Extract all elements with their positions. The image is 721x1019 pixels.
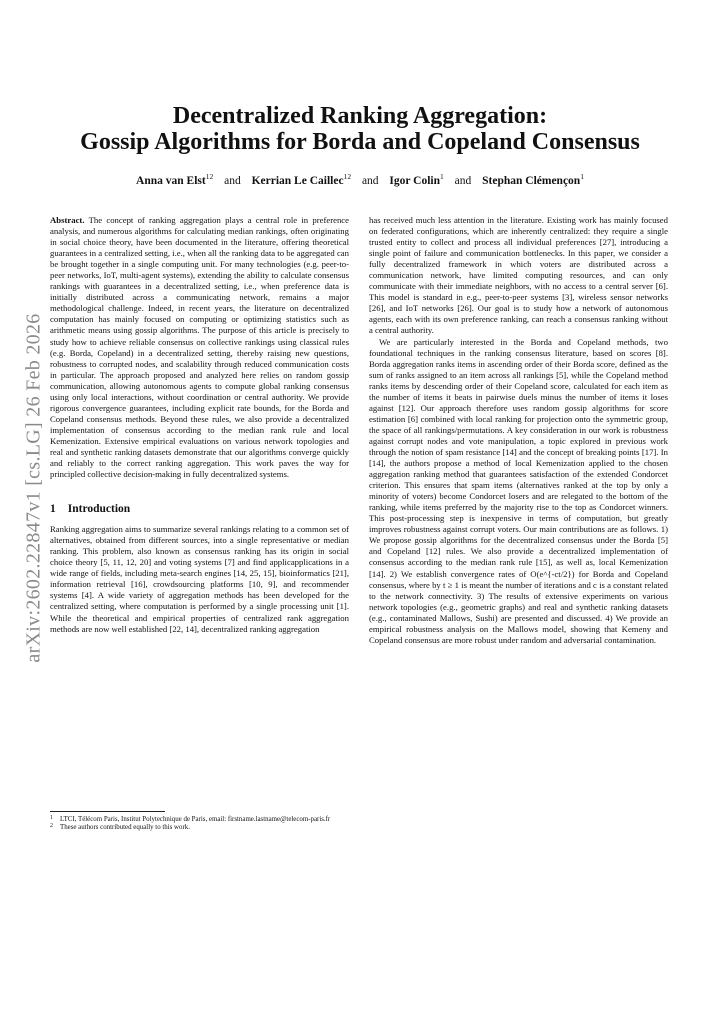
author-affiliation-marks: 1 (580, 172, 584, 182)
section-title: Introduction (67, 503, 131, 516)
footnote-mark: 1 (50, 815, 53, 821)
footnote-rule (50, 811, 165, 812)
author-affiliation-marks: 1 (440, 172, 444, 182)
paper-title (60, 103, 660, 155)
footnote-text: LTCI, Télécom Paris, Institut Polytechnique de Paris, email: firstname.lastname@telecom-paris.fr (60, 816, 331, 823)
arxiv-identifier-text: arXiv:2602.22847v1 [cs.LG] 26 Feb 2026 (22, 313, 45, 663)
author-name: Anna van Elst (136, 175, 206, 187)
title-line-2: Gossip Algorithms for Borda and Copeland Consensus (80, 129, 640, 155)
introduction-paragraph-2: We are particularly interested in the Borda and Copeland methods, two foundational techniques in the ranking consensus literature, based on scores [8]. Borda aggregation ranks items in ascending order of their Borda score, defined as the sum of ranks assigned to an item across all rankings [5], while the Copeland method ranks items by descending order of their Copeland score, calculated for each item as the number of items it beats in pairwise duels minus the number of items it loses against [12]. Our approach therefore uses random gossip algorithms for score estimation [6] combined with local ranking for projection onto the symmetric group, the space of all rankings/permutations. A key consideration in our work is robustness against corrupt nodes and vote manipulation, a topic explored in previous work through the notion of spam resistance [14] and the concept of breaking points [17]. In [14], the authors propose a method of local Kemenization applied to the chosen aggregation ranking method that guarantees satisfaction of the extended Condorcet criterion. This ensures that spam items (alternatives ranked at the top by only a minority of voters) become Condorcet losers and are relegated to the bottom of the ranking, while items preferred by the majority rise to the top as Condorcet winners. This post-processing step is inexpensive in terms of computation, but greatly improves robustness against corrupt voters. Our main contributions are as follows. 1) We propose gossip algorithms for the decentralized consensus under the Borda [5] and Copeland [12] rules. We also provide a decentralized implementation of consensus according to the median rank rule [15], as well as, local Kemenization [14]. 2) We establish convergence rates of O(e^{-ct/2}) for Borda and Copeland consensus, where by t ≥ 1 is meant the number of iterations and c is a constant related to the network connectivity. 3) The results of extensive experiments on various network topologies (e.g., geometric graphs) and real and synthetic ranking datasets (e.g., contaminated Mallows, Sushi) are presented and discussed. 4) We provide an empirical robustness analysis on the Mallows model, showing that Kemeny and Copeland consensus are more robust under random and adversarial contamination. (369, 336, 668, 645)
footnote-1 (50, 816, 349, 824)
title-line-1: Decentralized Ranking Aggregation: (172, 103, 548, 129)
introduction-paragraph-1-continued: has received much less attention in the literature. Existing work has mainly focused on federated configurations, which are inherently centralized: they require a single trusted entity to collect and process all individual preferences [27], introducing a single point of failure and communication bottlenecks. In this paper, we consider a fully decentralized framework in which voters are distributed across a communication network, have limited computing resources, and can only communicate with their immediate neighbors, with no access to a central server [6]. This model is standard in e.g., peer-to-peer systems [3], wireless sensor networks [26], and IoT networks [26]. Our goal is to study how a network of autonomous agents, each with its own preference ranking, can reach a consensus ranking without a central authority. (369, 215, 668, 336)
section-heading-introduction (50, 502, 349, 516)
section-number: 1 (50, 503, 56, 516)
author-conjunction: and (361, 175, 379, 187)
left-column (50, 215, 349, 635)
right-column (369, 215, 668, 646)
author-conjunction: and (224, 175, 241, 187)
footnote-text: These authors contributed equally to this work. (60, 824, 190, 832)
author-name: Igor Colin (389, 175, 441, 187)
author-affiliation-marks: 12 (343, 172, 352, 182)
author-conjunction: and (454, 175, 472, 187)
author-list (60, 174, 660, 188)
abstract-text: The concept of ranking aggregation plays a central role in preference analysis, and numerous algorithms for calculating median rankings, often originating in social choice theory, have been documented in the literature, offering theoretical guarantees in a centralized setting, i.e., when all the ranking data to be aggregated can be brought together in a single computing unit. For many technologies (e.g. peer-to-peer networks, IoT, multi-agent systems), extending the ability to calculate consensus rankings with guarantees in a decentralized setting, i.e., when preference data is initially distributed across a communicating network, remains a major methodological challenge. Indeed, in recent years, the literature on decentralized computation has mainly focused on computing or optimizing statistics such as arithmetic means using gossip algorithms. The purpose of this article is precisely to study how to achieve reliable consensus on collective rankings using classical rules (e.g. Borda, Copeland) in a decentralized setting, thereby raising new questions, robustness to corrupted nodes, and scalability through reduced communication costs in particular. The approach proposed and analyzed here relies on random gossip communication, allowing autonomous agents to compute global ranking consensus using only local interactions, without coordination or central authority. We provide rigorous convergence guarantees, including explicit rate bounds, for the Borda and Copeland consensus methods. Beyond these rules, we also provide a decentralized implementation of consensus according to the median rank rule and local Kemenization. Extensive empirical evaluations on various network topologies and real and synthetic ranking datasets demonstrate that our algorithms converge quickly and reliably to the correct ranking aggregation. This work paves the way for principled collective decision-making in fully decentralized systems. (50, 215, 350, 480)
abstract (50, 215, 349, 480)
introduction-paragraph-1: Ranking aggregation aims to summarize several rankings relating to a common set of alternatives, obtained from different sources, into a single representative or median ranking. This problem, also known as consensus ranking has its origin in social choice theory [5, 11, 12, 20] and voting systems [7] and find applicapplications in a wide range of fields, including meta-search engines [14, 25, 15], bioinformatics [21], information retrieval [16], crowdsourcing platforms [10, 9], and recommender systems [4]. A wide variety of aggregation methods has been developed for the centralized setting, where computation is performed by a single processing unit [1]. While the theoretical and empirical properties of centralized rank aggregation methods are now well established [22, 14], decentralized ranking aggregation (50, 524, 349, 634)
author-name: Kerrian Le Caillec (251, 175, 344, 187)
footnote-2 (50, 824, 349, 832)
author-affiliation-marks: 12 (205, 172, 214, 182)
abstract-label: Abstract. (50, 215, 85, 225)
author-name: Stephan Clémençon (482, 175, 581, 187)
arxiv-identifier-stamp (22, 308, 46, 668)
footnote-mark: 2 (50, 823, 53, 830)
footnotes (50, 811, 349, 833)
